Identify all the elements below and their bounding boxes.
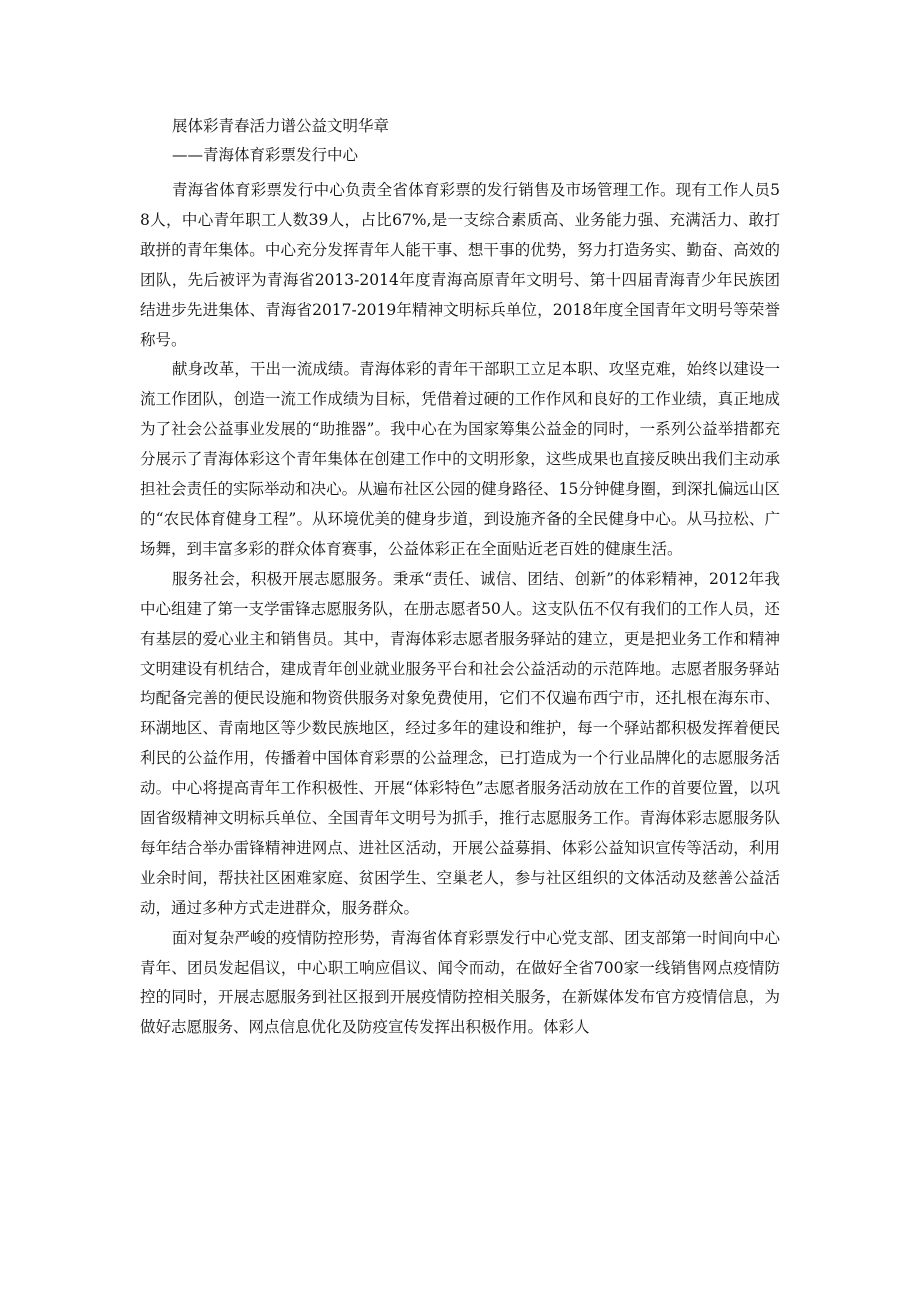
document-page xyxy=(140,112,780,1043)
paragraph-reform: 献身改革，干出一流成绩。青海体彩的青年干部职工立足本职、攻坚克难，始终以建设一流工作团队，创造一流工作成绩为目标，凭借着过硬的工作作风和良好的工作业绩，真正地成为了社会公益事业发展的“助推器”。我中心在为国家筹集公益金的同时，一系列公益举措都充分展示了青海体彩这个青年集体在创建工作中的文明形象，这些成果也直接反映出我们主动承担社会责任的实际举动和决心。从遍布社区公园的健身路径、15分钟健身圈，到深扎偏远山区的“农民体育健身工程”。从环境优美的健身步道，到设施齐备的全民健身中心。从马拉松、广场舞，到丰富多彩的群众体育赛事，公益体彩正在全面贴近老百姓的健康生活。 xyxy=(140,360,780,558)
document-title: 展体彩青春活力谱公益文明华章 xyxy=(172,117,390,135)
paragraph-intro: 青海省体育彩票发行中心负责全省体育彩票的发行销售及市场管理工作。现有工作人员58人，中心青年职工人数39人，占比67%,是一支综合素质高、业务能力强、充满活力、敢打敢拼的青年集体。中心充分发挥青年人能干事、想干事的优势，努力打造务实、勤奋、高效的团队，先后被评为青海省2013-2014年度青海高原青年文明号、第十四届青海青少年民族团结进步先进集体、青海省2017-2019年精神文明标兵单位，2018年度全国青年文明号等荣誉称号。 xyxy=(140,181,780,349)
paragraph-epidemic: 面对复杂严峻的疫情防控形势，青海省体育彩票发行中心党支部、团支部第一时间向中心青年、团员发起倡议，中心职工响应倡议、闻令而动，在做好全省700家一线销售网点疫情防控的同时，开展志愿服务到社区报到开展疫情防控相关服务，在新媒体发布官方疫情信息，为做好志愿服务、网点信息优化及防疫宣传发挥出积极作用。体彩人 xyxy=(140,928,780,1037)
paragraph-volunteer: 服务社会，积极开展志愿服务。秉承“责任、诚信、团结、创新”的体彩精神，2012年我中心组建了第一支学雷锋志愿服务队，在册志愿者50人。这支队伍不仅有我们的工作人员，还有基层的爱心业主和销售员。其中，青海体彩志愿者服务驿站的建立，更是把业务工作和精神文明建设有机结合，建成青年创业就业服务平台和社会公益活动的示范阵地。志愿者服务驿站均配备完善的便民设施和物资供服务对象免费使用，它们不仅遍布西宁市，还扎根在海东市、环湖地区、青南地区等少数民族地区，经过多年的建设和维护，每一个驿站都积极发挥着便民利民的公益作用，传播着中国体育彩票的公益理念，已打造成为一个行业品牌化的志愿服务活动。中心将提高青年工作积极性、开展“体彩特色”志愿者服务活动放在工作的首要位置，以巩固省级精神文明标兵单位、全国青年文明号为抓手，推行志愿服务工作。青海体彩志愿服务队每年结合举办雷锋精神进网点、进社区活动，开展公益募捐、体彩公益知识宣传等活动，利用业余时间，帮扶社区困难家庭、贫困学生、空巢老人，参与社区组织的文体活动及慈善公益活动，通过多种方式走进群众，服务群众。 xyxy=(140,569,780,917)
document-subtitle: ——青海体育彩票发行中心 xyxy=(172,146,359,164)
